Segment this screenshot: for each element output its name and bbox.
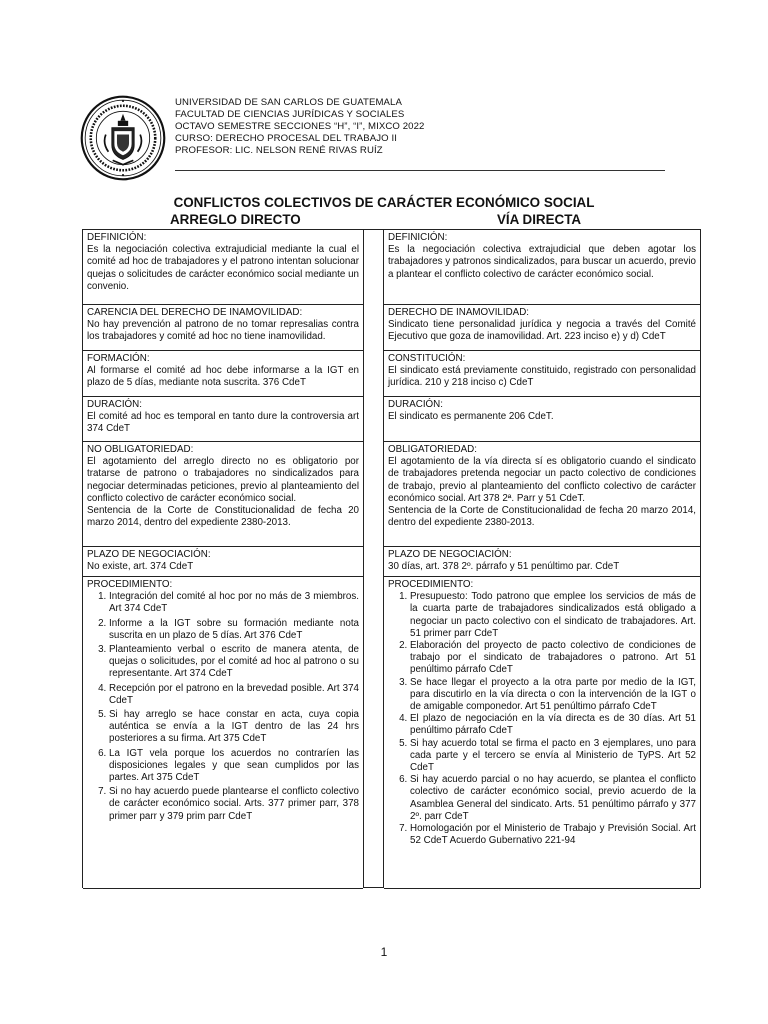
left-plazo-heading: PLAZO DE NEGOCIACIÓN:: [87, 549, 211, 560]
right-constitucion-text: El sindicato está previamente constituido, registrado con personalidad jurídica. 210 y 218 inciso c) CdeT: [388, 365, 696, 389]
list-item: 2. Informe a la IGT sobre su formación mediante nota suscrita en un plazo de 5 días. Art 376 CdeT: [109, 618, 359, 642]
right-plazo-text: 30 días, art. 378 2º. párrafo y 51 penúltimo par. CdeT: [388, 561, 620, 573]
right-inamovilidad-heading: DERECHO DE INAMOVILIDAD:: [388, 307, 529, 318]
header-course: CURSO: DERECHO PROCESAL DEL TRABAJO II: [175, 132, 398, 144]
page-title: CONFLICTOS COLECTIVOS DE CARÁCTER ECONÓMICO SOCIAL: [173, 195, 595, 210]
right-obligatoriedad-heading: OBLIGATORIEDAD:: [388, 444, 477, 455]
left-definicion-text: Es la negociación colectiva extrajudicial mediante la cual el comité ad hoc de trabajadores y el patrono intentan solucionar quejas o solicitudes de carácter económico social mediante un convenio.: [87, 244, 359, 292]
left-obligatoriedad-cell: [83, 442, 363, 547]
right-procedimiento-list: [388, 591, 696, 847]
left-obligatoriedad-text: El agotamiento del arreglo directo no es obligatorio por tratarse de patrono o trabajadores no sindicalizados para negociar determinadas peticiones, previo al planteamiento del conflicto colectivo de carácter económico social.: [87, 456, 359, 504]
right-duracion-cell: [384, 397, 700, 442]
left-definicion-cell: [83, 230, 363, 305]
left-formacion-heading: FORMACIÓN:: [87, 353, 150, 364]
right-obligatoriedad-text: El agotamiento de la vía directa sí es obligatorio cuando el sindicato de trabajadores pretenda negociar un pacto colectivo de condiciones de trabajo, previo al planteamiento del conflicto colectivo de carácter económico social. Art 378 2ª. Parr y 51 CdeT.: [388, 456, 696, 504]
left-formacion-text: Al formarse el comité ad hoc debe informarse a la IGT en plazo de 5 días, mediante nota suscrita. 376 CdeT: [87, 365, 359, 389]
left-duracion-heading: DURACIÓN:: [87, 399, 142, 410]
list-item: 6. La IGT vela porque los acuerdos no contraríen las disposiciones legales y que sean cumplidos por las partes. Art 375 CdeT: [109, 748, 359, 785]
header-professor: PROFESOR: LIC. NELSON RENÉ RIVAS RUÍZ: [175, 144, 383, 156]
right-constitucion-cell: [384, 351, 700, 397]
list-item: 6. Si hay acuerdo parcial o no hay acuerdo, se plantea el conflicto colectivo de carácter económico social, previo acuerdo de la Asamblea General del sindicato. Arts. 51 penúltimo párrafo y 377 2º. parr CdeT: [410, 774, 696, 823]
right-obligatoriedad-cell: [384, 442, 700, 547]
left-inamovilidad-cell: [83, 305, 363, 351]
list-item: 1. Presupuesto: Todo patrono que emplee los servicios de más de la cuarta parte de trabajadores sindicalizados está obligado a negociar un pacto colectivo con el sindicato de trabajadores. Art. 51 primer parr CdeT: [410, 591, 696, 640]
arreglo-directo-table: [82, 229, 364, 888]
right-column-heading: VÍA DIRECTA: [497, 212, 582, 227]
right-definicion-cell: [384, 230, 700, 305]
list-item: 3. Se hace llegar el proyecto a la otra parte por medio de la IGT, para discutirlo en la vía directa o con la intervención de la IGT o de amigable componedor. Art 51 penúltimo párrafo CdeT: [410, 677, 696, 714]
left-inamovilidad-heading: CARENCIA DEL DERECHO DE INAMOVILIDAD:: [87, 307, 303, 318]
column-spacer: [364, 229, 383, 888]
left-plazo-cell: [83, 547, 363, 577]
list-item: 4. El plazo de negociación en la vía directa es de 30 días. Art 51 penúltimo párrafo CdeT: [410, 713, 696, 737]
list-item: 2. Elaboración del proyecto de pacto colectivo de condiciones de trabajo por el sindicato de trabajadores o patrono. Art 51 penúltimo párrafo CdeT: [410, 640, 696, 677]
left-column-heading: ARREGLO DIRECTO: [170, 212, 301, 227]
right-inamovilidad-cell: [384, 305, 700, 351]
page-number: 1: [380, 945, 388, 959]
header-university: UNIVERSIDAD DE SAN CARLOS DE GUATEMALA: [175, 97, 402, 108]
right-plazo-cell: [384, 547, 700, 577]
right-procedimiento-heading: PROCEDIMIENTO:: [388, 579, 474, 590]
header-block: [175, 97, 424, 157]
right-obligatoriedad-sentencia: Sentencia de la Corte de Constitucionalidad de fecha 20 marzo 2014, dentro del expediente 2380-2013.: [388, 505, 696, 529]
list-item: 3. Planteamiento verbal o escrito de manera atenta, de quejas o solicitudes, por el comité ad hoc al patrono o su representante. Art 374 CdeT: [109, 644, 359, 681]
right-procedimiento-cell: [384, 577, 700, 889]
list-item: 5. Si hay arreglo se hace constar en acta, cuya copia auténtica se envía a la IGT dentro de las 24 hrs posteriores a su firma. Art 375 CdeT: [109, 709, 359, 746]
via-directa-table: [383, 229, 701, 888]
right-definicion-heading: DEFINICIÓN:: [388, 232, 448, 243]
right-duracion-heading: DURACIÓN:: [388, 399, 443, 410]
header-faculty: FACULTAD DE CIENCIAS JURÍDICAS Y SOCIALES: [175, 108, 405, 120]
header-semester: OCTAVO SEMESTRE SECCIONES “H”, “I”, MIXCO 2022: [175, 120, 425, 132]
left-obligatoriedad-heading: NO OBLIGATORIEDAD:: [87, 444, 194, 455]
left-duracion-text: El comité ad hoc es temporal en tanto dure la controversia art 374 CdeT: [87, 411, 359, 435]
left-duracion-cell: [83, 397, 363, 442]
university-seal-logo: [80, 95, 166, 181]
header-divider: [175, 170, 665, 171]
left-plazo-text: No existe, art. 374 CdeT: [87, 561, 194, 573]
right-duracion-text: El sindicato es permanente 206 CdeT.: [388, 411, 554, 423]
left-procedimiento-heading: PROCEDIMIENTO:: [87, 579, 173, 590]
right-constitucion-heading: CONSTITUCIÓN:: [388, 353, 466, 364]
list-item: 1. Integración del comité al hoc por no más de 3 miembros. Art 374 CdeT: [109, 591, 359, 615]
list-item: 4. Recepción por el patrono en la brevedad posible. Art 374 CdeT: [109, 683, 359, 707]
left-obligatoriedad-sentencia: Sentencia de la Corte de Constitucionalidad de fecha 20 marzo 2014, dentro del expediente 2380-2013.: [87, 505, 359, 529]
left-formacion-cell: [83, 351, 363, 397]
left-procedimiento-cell: [83, 577, 363, 889]
list-item: 7. Si no hay acuerdo puede plantearse el conflicto colectivo de carácter económico social. Arts. 377 primer parr, 378 primer parr y 379 prim parr CdeT: [109, 786, 359, 823]
left-procedimiento-list: [87, 591, 359, 823]
left-inamovilidad-text: No hay prevención al patrono de no tomar represalias contra los trabajadores y comité ad hoc no tiene inamovilidad.: [87, 319, 359, 343]
left-definicion-heading: DEFINICIÓN:: [87, 232, 147, 243]
right-definicion-text: Es la negociación colectiva extrajudicial que deben agotar los trabajadores y patronos sindicalizados, para buscar un acuerdo, previo a plantear el conflicto colectivo de carácter económico social.: [388, 244, 696, 280]
right-plazo-heading: PLAZO DE NEGOCIACIÓN:: [388, 549, 512, 560]
list-item: 7. Homologación por el Ministerio de Trabajo y Previsión Social. Art 52 CdeT Acuerdo Gubernativo 221-94: [410, 823, 696, 847]
right-inamovilidad-text: Sindicato tiene personalidad jurídica y negocia a través del Comité Ejecutivo que goza de inamovilidad. Art. 223 inciso e) y d) CdeT: [388, 319, 696, 343]
list-item: 5. Si hay acuerdo total se firma el pacto en 3 ejemplares, uno para cada parte y el tercero se envía al Ministerio de TyPS. Art 52 CdeT: [410, 738, 696, 775]
